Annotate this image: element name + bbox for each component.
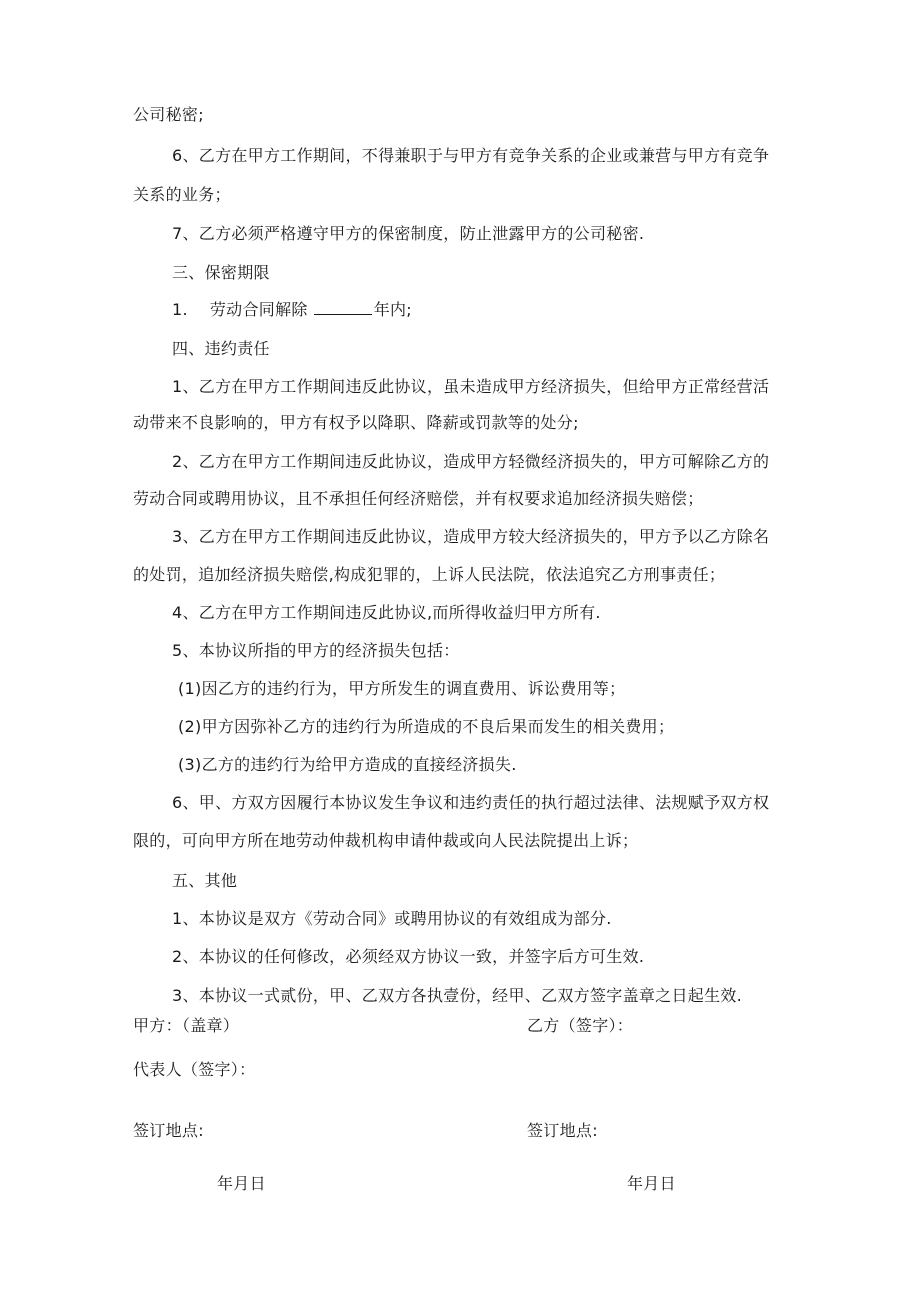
liability-6-line-2: 限的，可向甲方所在地劳动仲裁机构申请仲裁或向人民法院提出上诉； bbox=[133, 831, 639, 850]
term-clause-suffix: 年内; bbox=[373, 300, 412, 319]
party-b-signature-label: 乙方（签字）： bbox=[527, 1016, 634, 1035]
loss-item-1: (1)因乙方的违约行为，甲方所发生的调直费用、诉讼费用等； bbox=[178, 679, 626, 698]
clause-7: 7、乙方必须严格遵守甲方的保密制度，防止泄露甲方的公司秘密. bbox=[172, 224, 645, 243]
liability-6-line-1: 6、甲、方双方因履行本协议发生争议和违约责任的执行超过法律、法规赋予双方权 bbox=[172, 793, 770, 812]
party-a-date-label: 年月日 bbox=[217, 1174, 266, 1193]
term-clause-prefix: 劳动合同解除 bbox=[209, 300, 308, 319]
liability-3-line-2: 的处罚，追加经济损失赔偿,构成犯罪的，上诉人民法院，依法追究乙方刑事责任； bbox=[133, 565, 726, 584]
loss-item-3: (3)乙方的违约行为给甲方造成的直接经济损失. bbox=[178, 755, 517, 774]
clause-6-line-2: 关系的业务； bbox=[133, 185, 231, 204]
term-clause-number: 1. bbox=[172, 300, 188, 319]
liability-2-line-2: 劳动合同或聘用协议，且不承担任何经济赔偿，并有权要求追加经济损失赔偿； bbox=[133, 489, 704, 508]
liability-1-line-2: 动带来不良影响的，甲方有权予以降职、降薪或罚款等的处分; bbox=[133, 413, 579, 432]
other-1: 1、本协议是双方《劳动合同》或聘用协议的有效组成为部分. bbox=[172, 909, 612, 928]
liability-2-line-1: 2、乙方在甲方工作期间违反此协议，造成甲方轻微经济损失的，甲方可解除乙方的 bbox=[172, 452, 770, 471]
section-heading-3: 三、保密期限 bbox=[172, 263, 270, 282]
text-line: 公司秘密; bbox=[133, 105, 204, 124]
term-clause-1 bbox=[172, 299, 412, 321]
liability-3-line-1: 3、乙方在甲方工作期间违反此协议，造成甲方较大经济损失的，甲方予以乙方除名 bbox=[172, 527, 770, 546]
party-a-place-label: 签订地点: bbox=[133, 1121, 204, 1140]
representative-signature-label: 代表人（签字）： bbox=[133, 1060, 256, 1079]
liability-1-line-1: 1、乙方在甲方工作期间违反此协议，虽未造成甲方经济损失，但给甲方正常经营活 bbox=[172, 377, 770, 396]
clause-6-line-1: 6、乙方在甲方工作期间，不得兼职于与甲方有竞争关系的企业或兼营与甲方有竞争 bbox=[172, 146, 770, 165]
section-heading-4: 四、违约责任 bbox=[172, 339, 270, 358]
other-2: 2、本协议的任何修改，必须经双方协议一致，并签字后方可生效. bbox=[172, 947, 645, 966]
party-b-date-label: 年月日 bbox=[627, 1174, 676, 1193]
liability-4: 4、乙方在甲方工作期间违反此协议,而所得收益归甲方所有. bbox=[172, 603, 601, 622]
other-3: 3、本协议一式贰份，甲、乙双方各执壹份，经甲、乙双方签字盖章之日起生效. bbox=[172, 986, 743, 1005]
fill-in-blank bbox=[314, 300, 372, 315]
party-a-seal-label: 甲方：（盖章） bbox=[133, 1016, 240, 1035]
section-heading-5: 五、其他 bbox=[172, 871, 238, 890]
loss-item-2: (2)甲方因弥补乙方的违约行为所造成的不良后果而发生的相关费用； bbox=[178, 717, 675, 736]
party-b-place-label: 签订地点: bbox=[527, 1121, 598, 1140]
liability-5: 5、本协议所指的甲方的经济损失包括： bbox=[172, 641, 460, 660]
